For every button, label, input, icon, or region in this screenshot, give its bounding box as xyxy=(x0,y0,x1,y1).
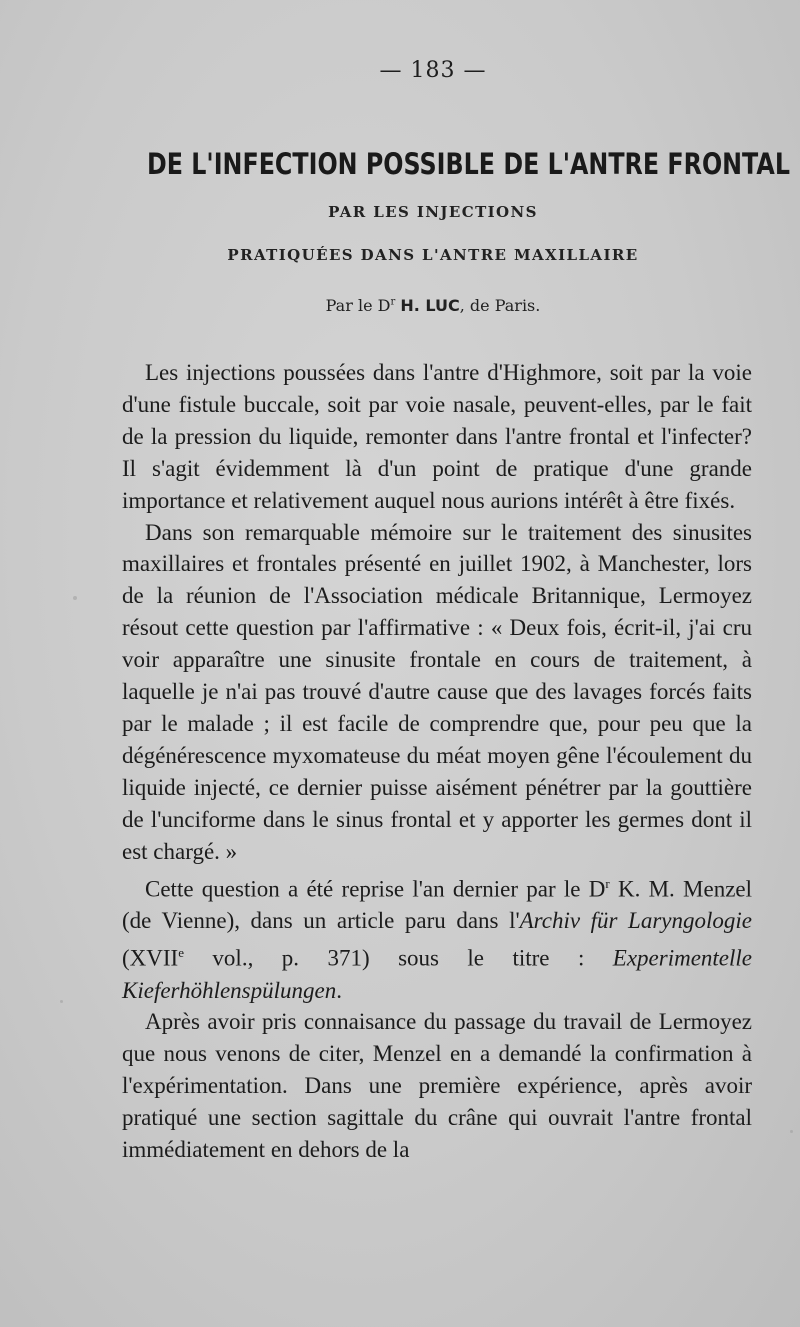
journal-title: Archiv für Laryngologie xyxy=(519,908,752,934)
paragraph-4: Après avoir pris connaisance du passage du travail de Lermoyez que nous venons de citer, Menzel en a demandé la confirmation à l'expérimentation. Dans une première expérience, après avoir pratiqué une section sagittale du crâne qui ouvrait l'antre frontal immédiatement en dehors de la xyxy=(122,1009,752,1163)
paper-speck xyxy=(60,1000,63,1003)
p3-seg4: vol., p. 371) sous le titre : xyxy=(183,945,613,971)
subtitle-line-1: PAR LES INJECTIONS xyxy=(328,203,538,221)
p3-sup2: e xyxy=(178,944,184,960)
byline-suffix: , de Paris. xyxy=(459,296,541,315)
p3-seg5: . xyxy=(336,977,342,1003)
subtitle-line-2: PRATIQUÉES DANS L'ANTRE MAXILLAIRE xyxy=(227,246,639,264)
p3-sup1: r xyxy=(605,875,610,891)
cited-work-title: Experimentelle Kieferhöhlenspülungen xyxy=(122,945,752,1003)
p3-seg2: K. M. Menzel (de Vienne), dans un article paru dans l' xyxy=(122,876,753,934)
paragraph-3 xyxy=(122,868,752,1007)
paper-speck xyxy=(73,596,77,600)
author-byline xyxy=(0,296,800,315)
article-title: DE L'INFECTION POSSIBLE DE L'ANTRE FRONTAL xyxy=(147,147,790,181)
p3-seg1: Cette question a été reprise l'an dernier par le D xyxy=(145,876,606,902)
paragraph-1: Les injections poussées dans l'antre d'Highmore, soit par la voie d'une fistule buccale, soit par voie nasale, peuvent-elles, par le fait de la pression du liquide, remonter dans l'antre frontal et l'infecter? Il s'agit évidemment là d'un point de pratique d'une grande importance et relativement auquel nous aurions intérêt à être fixés. xyxy=(122,360,752,513)
paragraph-2: Dans son remarquable mémoire sur le traitement des sinusites maxillaires et frontales présenté en juillet 1902, à Manchester, lors de la réunion de l'Association médicale Britannique, Lermoyez résout cette question par l'affirmative : « Deux fois, écrit-il, j'ai cru voir apparaître une sinusite frontale en cours de traitement, à laquelle je n'ai pas trouvé d'autre cause que des lavages forcés faits par le malade ; il est facile de comprendre que, pour peu que la dégénérescence myxomateuse du méat moyen gêne l'écoulement du liquide injecté, ce dernier puisse aisément pénétrer par la gouttière de l'unciforme dans le sinus frontal et y apporter les germes dont il est chargé. » xyxy=(122,519,752,864)
page-number: — 183 — xyxy=(379,58,487,83)
author-name: H. LUC xyxy=(400,296,460,315)
byline-prefix: Par le D xyxy=(325,296,391,315)
byline-sup: r xyxy=(390,296,396,308)
article-body xyxy=(122,357,752,1166)
paper-speck xyxy=(790,1130,793,1133)
p3-seg3: (XVII xyxy=(122,945,179,971)
